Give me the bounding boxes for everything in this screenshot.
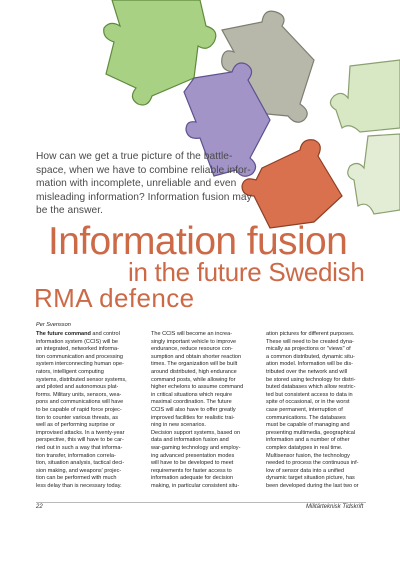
column-line: tion transfer, information correla-	[36, 452, 116, 459]
column-line: to be capable of rapid force projec-	[36, 406, 122, 413]
column-line: be stored using technology for distri-	[266, 376, 356, 383]
column-line: mically as projections or "views" of	[266, 346, 351, 353]
column-line: forms. Military units, sensors, wea-	[36, 391, 122, 398]
page-number: 22	[36, 504, 43, 510]
column-line: command posts, while allowing for	[151, 376, 236, 383]
column-line: ation model. Information will be dis-	[266, 361, 353, 368]
column-line: sion making, and weapons' projec-	[36, 467, 122, 474]
column-line: ted but consistent access to data in	[266, 391, 353, 398]
text-column-3	[266, 331, 368, 490]
column-line-rest: and control	[90, 331, 120, 337]
column-line: Decision support systems, based on	[151, 429, 241, 436]
column-line: tion to counter various threats, as	[36, 414, 119, 421]
column-line: in critical situations which require	[151, 391, 233, 398]
column-line: communications. The databases	[266, 414, 346, 421]
column-line: information and a number of other	[266, 437, 350, 444]
puzzle-piece-pale-green	[330, 60, 400, 214]
column-line: well as of performing surprise or	[36, 422, 115, 429]
lead-line: misleading information? Information fusion may	[36, 191, 252, 203]
column-line: CCIS will also have to offer greatly	[151, 406, 236, 413]
column-line: tion can be performed with much	[36, 475, 117, 482]
column-line: will have to be developed to meet	[151, 460, 234, 467]
column-line: These will need to be created dyna-	[266, 338, 354, 345]
headline-line-2: in the future Swedish	[128, 257, 365, 287]
column-line: perspective, this will have to be car-	[36, 437, 124, 444]
column-line: requirements for faster access to	[151, 467, 232, 474]
column-line: needed to process the continuous inf-	[266, 460, 359, 467]
column-line: endurance, reduce resource con-	[151, 346, 233, 353]
column-line: an integrated, networked informa-	[36, 346, 119, 353]
column-line: making, in particular consistent situ-	[151, 482, 240, 489]
column-line: system interconnecting human ope-	[36, 361, 124, 368]
column-line: maximal coordination. The future	[151, 399, 232, 406]
column-line: ing advanced presentation modes	[151, 452, 235, 459]
column-line: singly important vehicle to improve	[151, 338, 237, 345]
column-line: complex datatypes in real time.	[266, 444, 343, 451]
column-line: buted databases which allow restric-	[266, 384, 356, 391]
text-column-2	[151, 331, 253, 490]
lead-line: be the answer.	[36, 205, 103, 216]
column-line: ried out in such a way that informa-	[36, 444, 123, 451]
column-line: higher echelons to assume command	[151, 384, 244, 391]
lead-line: How can we get a true picture of the battle-	[36, 151, 233, 162]
author-byline: Per Svensson	[36, 322, 71, 328]
column-line: a common distributed, dynamic situ-	[266, 353, 355, 360]
column-line: information system (CCIS) will be	[36, 338, 118, 345]
column-line: times. The organization will be built	[151, 361, 238, 368]
column-line: sumption and obtain shorter reaction	[151, 353, 242, 360]
headline-line-3: RMA defence	[34, 283, 195, 313]
column-line: ation pictures for different purposes.	[266, 331, 355, 337]
column-line: spite of occasional, or in the worst	[266, 399, 350, 406]
lead-paragraph	[36, 150, 272, 218]
column-line: tion communication and processing	[36, 353, 123, 360]
column-line: Multisensor fusion, the technology	[266, 452, 350, 459]
column-line: information adequate for decision	[151, 475, 234, 482]
column-line: case permanent, interruption of	[266, 406, 343, 413]
column-line: improvised attacks. In a twenty-year	[36, 429, 125, 436]
column-line: data and information fusion and	[151, 437, 229, 444]
column-line: ning in new scenarios.	[151, 422, 206, 429]
lead-line: space, when we have to combine reliable infor-	[36, 164, 251, 176]
column-line: rators, intelligent computing	[36, 368, 104, 375]
footer-rule	[36, 502, 366, 503]
column-line: must be capable of managing and	[266, 422, 350, 429]
column-line: dynamic target situation picture, has	[266, 475, 355, 482]
column-line: less delay than is necessary today.	[36, 482, 122, 489]
headline-line-1: Information fusion	[48, 220, 348, 263]
column-line: war-gaming technology and employ-	[151, 444, 241, 451]
column-line: improved facilities for realistic trai-	[151, 414, 235, 421]
column-line: systems, distributed sensor systems,	[36, 376, 127, 383]
column-line: tion, situation analysis, tactical deci-	[36, 460, 125, 467]
column-line	[36, 331, 138, 339]
lead-line: mation with incomplete, unreliable and even	[36, 178, 237, 189]
lead-in-bold: The future command	[36, 331, 91, 337]
column-line: pons and communications will have	[36, 399, 124, 406]
text-column-1	[36, 331, 138, 490]
column-line: tributed over the network and will	[266, 368, 348, 375]
column-line: low of sensor data into a unified	[266, 467, 345, 474]
column-line: been developed during the last two or	[266, 482, 359, 489]
magazine-name: Militärteknisk Tidskrift	[306, 504, 364, 510]
column-line: The CCIS will become an increa-	[151, 331, 233, 337]
column-line: around distributed, high endurance	[151, 368, 237, 375]
column-line: presenting multimedia, geographical	[266, 429, 356, 436]
column-line: and piloted and autonomous plat-	[36, 384, 119, 391]
